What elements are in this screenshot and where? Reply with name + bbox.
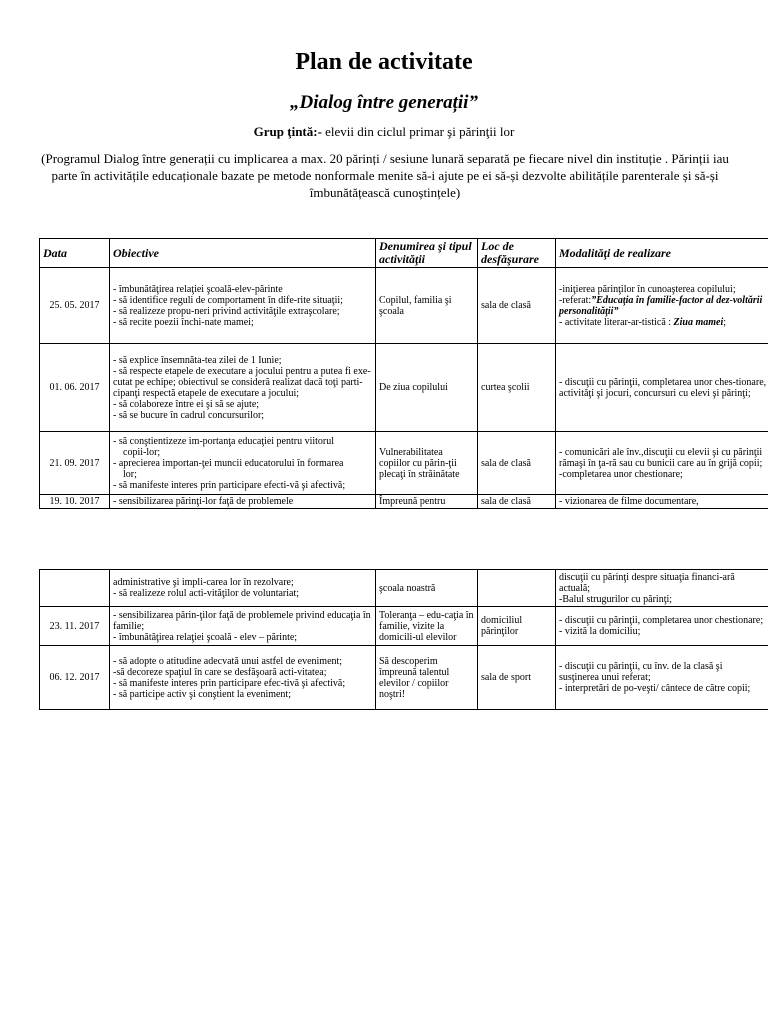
objective-line: - să manifeste interes prin participare efecti-vă şi afectivă; <box>113 479 346 491</box>
objective-line: - să identifice reguli de comportament în dife-rite situaţii; <box>113 294 343 306</box>
table-row <box>40 495 768 509</box>
header-objectives: Obiective <box>110 239 376 268</box>
row-date: 19. 10. 2017 <box>40 495 110 509</box>
row-activity-name: Copilul, familia şi şcoala <box>376 268 478 344</box>
objective-line: - sensibilizarea părin-ţilor faţă de problemele privind educaţia în familie; <box>113 609 371 632</box>
row-date: 25. 05. 2017 <box>40 268 110 344</box>
table-row <box>40 607 768 646</box>
objective-line: lor; <box>123 468 137 480</box>
row-place: curtea şcolii <box>478 344 556 432</box>
row-objectives <box>110 607 376 646</box>
row-activity-name: Vulnerabilitatea copiilor cu părin-ţii plecaţi în străinătate <box>376 432 478 495</box>
mode-line: - discuţii cu părinţii, completarea unor chestionare; <box>559 615 764 626</box>
mode-line: - vizionarea de filme documentare, <box>559 496 699 507</box>
objective-line: - să colaboreze între ei şi să se ajute; <box>113 398 260 410</box>
header-activity-name: Denumirea şi tipul activităţii <box>376 239 478 268</box>
row-place: sala de clasă <box>478 432 556 495</box>
row-place: sala de clasă <box>478 495 556 509</box>
row-objectives <box>110 495 376 509</box>
header-place: Loc de desfăşurare <box>478 239 556 268</box>
mode-line <box>559 295 768 317</box>
mode-line: - discuţii cu părinţii, cu înv. de la clasă şi <box>559 661 723 672</box>
mode-line: -iniţierea părinţilor în cunoaşterea copilului; <box>559 283 736 295</box>
row-activity-name: Împreună pentru <box>376 495 478 509</box>
document-title: Plan de activitate <box>295 49 473 75</box>
objective-line: - să respecte etapele de executare a jocului pentru a putea fi exe-cutat pe echipe; obiectivul se consideră realizat dacă toţi parti-cipanţi respectă etapele de executare a jocului; <box>113 365 371 399</box>
mode-prefix: -referat: <box>559 294 592 306</box>
row-date: 23. 11. 2017 <box>40 607 110 646</box>
objective-line: - să adopte o atitudine adecvată unui astfel de eveniment; <box>113 655 343 667</box>
row-modes <box>556 607 768 646</box>
row-place: sala de clasă <box>478 268 556 344</box>
objective-line: -să decoreze spaţiul în care se desfăşoară acti-vitatea; <box>113 666 327 678</box>
objective-line: administrative şi impli-carea lor în rezolvare; <box>113 577 294 588</box>
mode-line: discuţii cu părinţi despre situaţia financi-ară actuală; <box>559 571 735 594</box>
objective-line: - să participe activ şi conştient la eveniment; <box>113 688 291 700</box>
table-row <box>40 646 768 710</box>
mode-line: susţinerea unui referat; <box>559 672 651 683</box>
objective-line: - să recite poezii închi-nate mamei; <box>113 316 254 328</box>
table-row <box>40 268 768 344</box>
row-place <box>478 570 556 607</box>
row-date: 01. 06. 2017 <box>40 344 110 432</box>
row-modes <box>556 646 768 710</box>
row-objectives <box>110 646 376 710</box>
objective-line: - îmbunătăţirea relaţiei şcoală - elev – părinte; <box>113 631 298 643</box>
objective-line: - să explice însemnăta-tea zilei de 1 Iunie; <box>113 354 282 366</box>
mode-line: - vizită la domiciliu; <box>559 626 641 637</box>
row-objectives <box>110 570 376 607</box>
target-group <box>0 124 768 140</box>
row-activity-name: Toleranţa – edu-caţia în familie, vizite la domicili-ul elevilor <box>376 607 478 646</box>
objective-line: - să manifeste interes prin participare efec-tivă şi afectivă; <box>113 677 346 689</box>
row-place: domiciliul părinţilor <box>478 607 556 646</box>
objective-line: - să realizeze propu-neri privind activităţile extraşcolare; <box>113 305 340 317</box>
table-row <box>40 344 768 432</box>
row-date: 21. 09. 2017 <box>40 432 110 495</box>
row-modes <box>556 570 768 607</box>
row-activity-name: Să descoperim împreună talentul elevilor / copiilor noştri! <box>376 646 478 710</box>
mode-line: - interpretări de po-veşti/ cântece de către copii; <box>559 683 751 694</box>
objective-line: - să se bucure în cadrul concursurilor; <box>113 409 265 421</box>
header-date: Data <box>40 239 110 268</box>
mode-line: - comunicări ale înv.,discuţii cu elevii şi cu părinţii rămaşi în ţa-ră sau cu bunicii care au în grijă copii; <box>559 446 763 469</box>
mode-line: -completarea unor chestionare; <box>559 468 683 480</box>
row-date <box>40 570 110 607</box>
activity-table-page2 <box>39 569 768 710</box>
row-place: sala de sport <box>478 646 556 710</box>
objective-line: - sensibilizarea părinţi-lor faţă de problemele <box>113 496 294 507</box>
activity-table-page1 <box>39 238 768 509</box>
row-modes <box>556 432 768 495</box>
row-activity-name: şcoala noastră <box>376 570 478 607</box>
row-objectives <box>110 344 376 432</box>
target-group-text: elevii din ciclul primar şi părinţii lor <box>321 124 515 139</box>
objective-line: - să conştientizeze im-portanţa educaţiei pentru viitorul <box>113 435 335 447</box>
referat-title: ”Educaţia în familie-factor al dez-voltării personalităţii” <box>559 294 763 317</box>
mode-line: - discuţii cu părinţii, completarea unor ches-tionare, activităţi şi jocuri, concursuri cu elevi şi părinţi; <box>559 376 767 399</box>
row-modes <box>556 344 768 432</box>
mode-prefix: - activitate literar-ar-tistică : <box>559 316 674 328</box>
objective-line: copii-lor; <box>123 446 161 458</box>
row-objectives <box>110 268 376 344</box>
objective-line: - să realizeze rolul acti-vităţilor de voluntariat; <box>113 588 300 599</box>
document-subtitle: „Dialog între generații” <box>290 92 478 113</box>
objective-line: - îmbunătăţirea relaţiei şcoală-elev-părinte <box>113 283 283 295</box>
mode-line: -Balul strugurilor cu părinţi; <box>559 593 673 605</box>
table-header-row <box>40 239 768 268</box>
objective-line: - aprecierea importan-ţei muncii educatorului în formarea <box>113 457 344 469</box>
table-row <box>40 570 768 607</box>
row-modes <box>556 268 768 344</box>
row-objectives <box>110 432 376 495</box>
row-date: 06. 12. 2017 <box>40 646 110 710</box>
header-modes: Modalităţi de realizare <box>556 239 768 268</box>
row-activity-name: De ziua copilului <box>376 344 478 432</box>
program-note: (Programul Dialog între generații cu implicarea a max. 20 părinți / sesiune lunară separată pe fiecare nivel din instituție . Părinții iau parte în activitățile educaționale bazate pe metode nonformale menite să-i ajute pe ei să-și dezvolte abilitățile parenterale și să-și îmbunătățească cunoștințele) <box>41 151 729 200</box>
mode-line <box>559 317 768 328</box>
target-group-label: Grup ţintă:- <box>253 124 322 139</box>
table-row <box>40 432 768 495</box>
mode-suffix: ; <box>723 316 727 328</box>
activity-emphasis: Ziua mamei <box>673 316 724 328</box>
row-modes <box>556 495 768 509</box>
